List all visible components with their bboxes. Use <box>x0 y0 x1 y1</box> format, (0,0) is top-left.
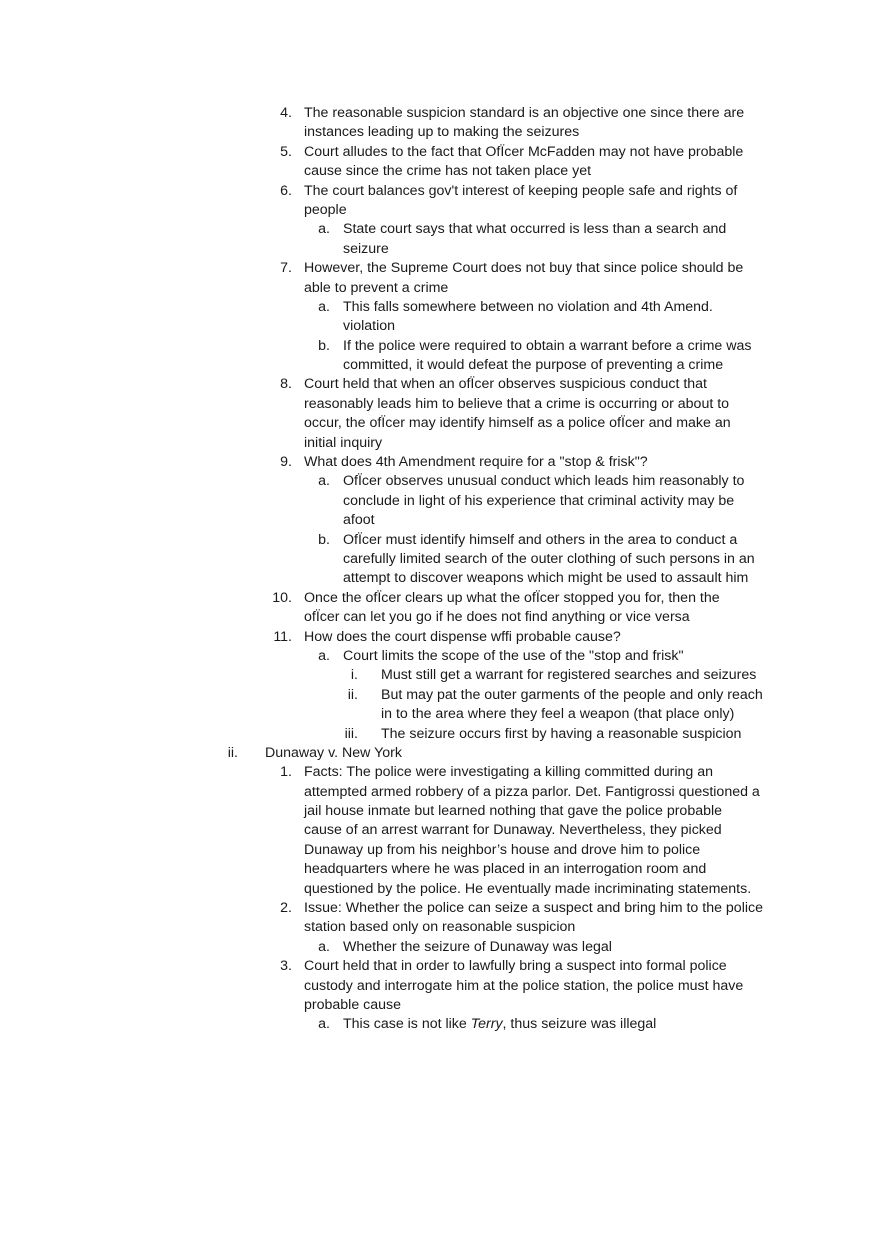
list-item-text: State court says that what occurred is less than a search and <box>343 221 727 238</box>
outline-line <box>0 744 880 763</box>
list-item-text: Court limits the scope of the use of the "stop and frisk" <box>343 647 684 664</box>
list-item-text: in to the area where they feel a weapon (that place only) <box>381 706 735 723</box>
list-item-text: ofÏcer can let you go if he does not find anything or vice versa <box>304 609 690 626</box>
list-marker: i. <box>350 667 358 684</box>
list-item-text: able to prevent a crime <box>304 279 449 296</box>
list-marker: a. <box>318 473 330 490</box>
list-item-text: But may pat the outer garments of the people and only reach <box>381 686 763 703</box>
outline-line <box>0 375 880 394</box>
outline-line <box>0 608 880 627</box>
outline-line <box>0 143 880 162</box>
list-item-text: conclude in light of his experience that criminal activity may be <box>343 492 735 509</box>
outline-line <box>0 918 880 937</box>
outline-line <box>0 162 880 181</box>
outline-line <box>0 259 880 278</box>
list-item-text: cause since the crime has not taken place yet <box>304 163 592 180</box>
list-marker: b. <box>318 337 330 354</box>
outline-line <box>0 725 880 744</box>
outline-line <box>0 841 880 860</box>
list-item-text: This falls somewhere between no violation and 4th Amend. <box>343 298 713 315</box>
outline-line <box>0 317 880 336</box>
list-item-text: committed, it would defeat the purpose of preventing a crime <box>343 357 724 374</box>
list-marker: ii. <box>347 686 358 703</box>
outline-line <box>0 938 880 957</box>
text-after: , thus seizure was illegal <box>502 1016 657 1033</box>
outline-line <box>0 531 880 550</box>
outline-line <box>0 647 880 666</box>
list-item-text: instances leading up to making the seizures <box>304 124 580 141</box>
list-item-text: Dunaway v. New York <box>265 744 402 761</box>
outline-line <box>0 899 880 918</box>
list-item-text: probable cause <box>304 996 402 1013</box>
list-item-text: Court held that when an ofÏcer observes suspicious conduct that <box>304 376 707 393</box>
list-marker: 5. <box>280 143 292 160</box>
outline-line <box>0 821 880 840</box>
list-item-text: headquarters where he was placed in an interrogation room and <box>304 861 707 878</box>
list-item-text: seizure <box>343 240 389 257</box>
outline-line <box>0 220 880 239</box>
outline-line <box>0 395 880 414</box>
list-item-text <box>343 1015 656 1034</box>
list-marker: 8. <box>280 376 292 393</box>
list-marker: a. <box>318 647 330 664</box>
list-marker: 10. <box>272 589 292 606</box>
list-marker: 11. <box>273 628 292 645</box>
outline-line <box>0 880 880 899</box>
list-marker: b. <box>318 531 330 548</box>
list-item-text: What does 4th Amendment require for a "stop & frisk"? <box>304 454 648 471</box>
list-marker: 1. <box>280 764 292 781</box>
outline-line <box>0 589 880 608</box>
outline-line <box>0 996 880 1015</box>
list-item-text: questioned by the police. He eventually made incriminating statements. <box>304 880 752 897</box>
list-item-text: occur, the ofÏcer may identify himself as a police ofÏcer and make an <box>304 415 731 432</box>
list-item-text: Facts: The police were investigating a killing committed during an <box>304 764 714 781</box>
list-item-text: Issue: Whether the police can seize a suspect and bring him to the police <box>304 900 763 917</box>
outline-line <box>0 434 880 453</box>
outline-line <box>0 802 880 821</box>
outline-line <box>0 337 880 356</box>
list-item-text: attempted armed robbery of a pizza parlor. Det. Fantigrossi questioned a <box>304 783 760 800</box>
outline-line <box>0 472 880 491</box>
outline-line <box>0 550 880 569</box>
outline-body <box>0 104 880 1035</box>
list-item-text: OfÏcer must identify himself and others in the area to conduct a <box>343 531 738 548</box>
list-item-text: OfÏcer observes unusual conduct which leads him reasonably to <box>343 473 745 490</box>
outline-line <box>0 511 880 530</box>
list-marker: 2. <box>280 900 292 917</box>
outline-line <box>0 123 880 142</box>
list-item-text: The reasonable suspicion standard is an objective one since there are <box>304 105 745 121</box>
outline-line <box>0 298 880 317</box>
outline-line <box>0 182 880 201</box>
list-marker: iii. <box>344 725 358 742</box>
list-item-text: Whether the seizure of Dunaway was legal <box>343 938 612 955</box>
list-item-text: If the police were required to obtain a warrant before a crime was <box>343 337 752 354</box>
list-item-text: people <box>304 201 347 218</box>
list-marker: 3. <box>280 958 292 975</box>
list-item-text: afoot <box>343 512 375 529</box>
list-marker: ii. <box>227 744 238 761</box>
list-marker: a. <box>318 298 330 315</box>
list-item-text: The seizure occurs first by having a reasonable suspicion <box>381 725 742 742</box>
outline-line <box>0 977 880 996</box>
outline-line <box>0 666 880 685</box>
list-item-text: carefully limited search of the outer clothing of such persons in an <box>343 550 755 567</box>
list-item-text: The court balances gov't interest of keeping people safe and rights of <box>304 182 738 199</box>
outline-line <box>0 686 880 705</box>
list-item-text: How does the court dispense wffi probable cause? <box>304 628 621 645</box>
list-item-text: violation <box>343 318 396 335</box>
outline-line <box>0 569 880 588</box>
outline-line <box>0 705 880 724</box>
outline-line <box>0 763 880 782</box>
case-name-italic: Terry <box>470 1016 503 1033</box>
list-item-text: cause of an arrest warrant for Dunaway. Nevertheless, they picked <box>304 822 722 839</box>
outline-line <box>0 957 880 976</box>
outline-line <box>0 860 880 879</box>
list-item-text: Once the ofÏcer clears up what the ofÏcer stopped you for, then the <box>304 589 720 606</box>
outline-line <box>0 240 880 259</box>
list-item-text: Court alludes to the fact that OfÏcer McFadden may not have probable <box>304 143 744 160</box>
list-marker: a. <box>318 938 330 955</box>
list-marker: 7. <box>280 260 292 277</box>
list-marker: 9. <box>280 454 292 471</box>
list-item-text: jail house inmate but learned nothing that gave the police probable <box>304 803 723 820</box>
outline-line <box>0 783 880 802</box>
list-marker: a. <box>318 1016 330 1033</box>
list-marker: 6. <box>280 182 292 199</box>
outline-line <box>0 492 880 511</box>
outline-line <box>0 356 880 375</box>
list-item-text: Dunaway up from his neighbor’s house and drove him to police <box>304 841 701 858</box>
outline-line <box>0 414 880 433</box>
list-item-text: station based only on reasonable suspicion <box>304 919 576 936</box>
list-marker: a. <box>318 221 330 238</box>
list-item-text: reasonably leads him to believe that a crime is occurring or about to <box>304 395 730 412</box>
list-item-text: initial inquiry <box>304 434 383 451</box>
outline-line <box>0 453 880 472</box>
outline-line <box>0 104 880 123</box>
outline-line <box>0 628 880 647</box>
list-marker: 4. <box>280 105 292 121</box>
outline-line <box>0 201 880 220</box>
outline-line <box>0 279 880 298</box>
list-item-text: Court held that in order to lawfully bring a suspect into formal police <box>304 958 727 975</box>
list-item-text: attempt to discover weapons which might be used to assault him <box>343 570 749 587</box>
list-item-text: Must still get a warrant for registered searches and seizures <box>381 667 757 684</box>
outline-line <box>0 1015 880 1034</box>
list-item-text: custody and interrogate him at the police station, the police must have <box>304 977 744 994</box>
list-item-text: However, the Supreme Court does not buy that since police should be <box>304 260 744 277</box>
text-before: This case is not like <box>343 1016 471 1033</box>
